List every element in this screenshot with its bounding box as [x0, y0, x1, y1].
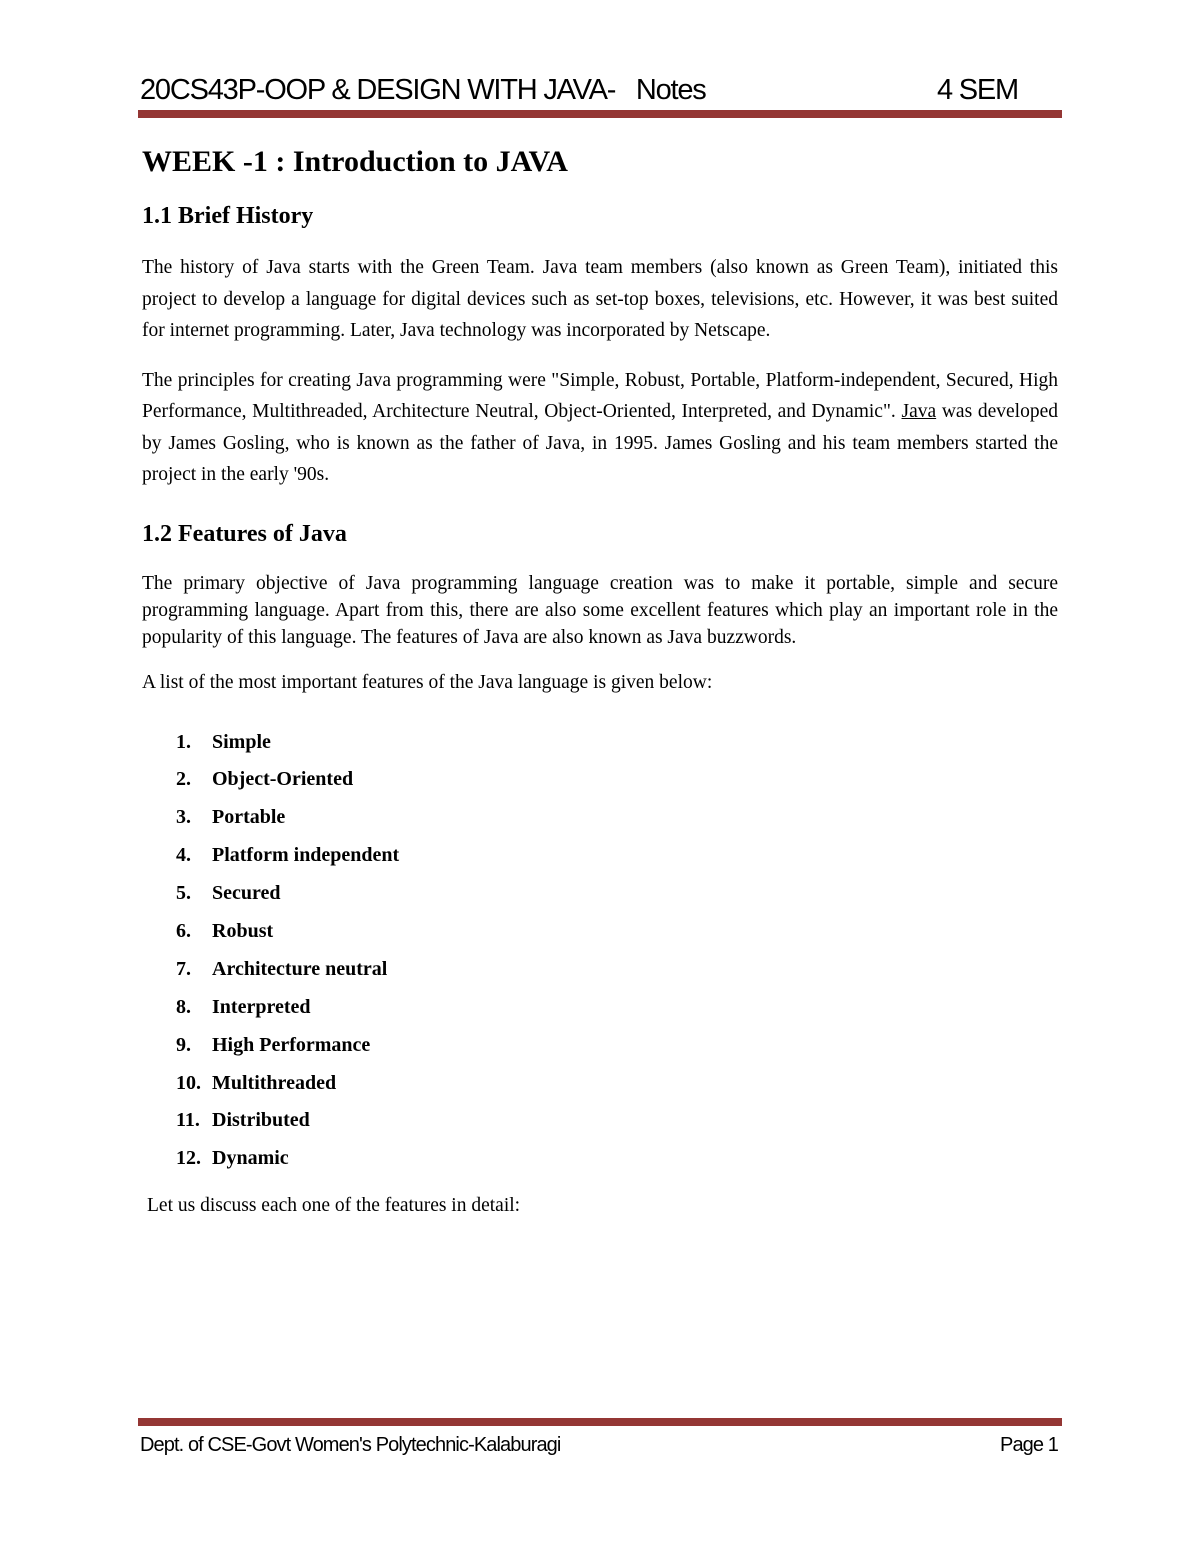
history-paragraph-2-end: was developed by James Gosling, who is known as the father of Java, in 1995. James Gosling and his team members started the project in the early '90s.: [142, 401, 1058, 485]
list-item: [176, 875, 1058, 913]
list-item: [176, 951, 1058, 989]
list-item-label: Robust: [212, 919, 274, 942]
page-footer: [140, 1430, 1060, 1460]
list-item-label: Secured: [212, 882, 281, 905]
list-item: [176, 913, 1058, 951]
list-item: [176, 1065, 1058, 1103]
list-item-label: Distributed: [212, 1109, 310, 1132]
list-item-number: 4.: [176, 844, 191, 867]
week-title: WEEK -1 : Introduction to JAVA: [142, 145, 568, 178]
list-item-number: 2.: [176, 768, 191, 791]
header-semester: 4 SEM: [936, 74, 1018, 106]
java-link[interactable]: Java: [901, 401, 937, 422]
history-paragraph-1: The history of Java starts with the Green Team. Java team members (also known as Green Team), initiated this project to develop a language for digital devices such as set-top boxes, televisions, etc. However, it was best suited for internet programming. Later, Java technology was incorporated by Netscape.: [142, 257, 1058, 341]
list-item: [176, 724, 1058, 762]
footer-page-number: Page 1: [1000, 1434, 1058, 1456]
history-paragraph-2-start: The principles for creating Java programming were "Simple, Robust, Portable, Platform-independent, Secured, High Performance, Multithreaded, Architecture Neutral, Object-Oriented, Interpreted, and Dynamic".: [142, 369, 1058, 422]
section-heading-features: 1.2 Features of Java: [142, 520, 347, 547]
list-item-label: Multithreaded: [212, 1071, 337, 1094]
header-rule: [138, 110, 1062, 118]
list-item-number: 10.: [176, 1071, 201, 1094]
list-item-number: 12.: [176, 1147, 201, 1170]
list-item-number: 9.: [176, 1033, 191, 1056]
features-paragraph-2: A list of the most important features of the Java language is given below:: [142, 671, 713, 693]
list-item: [176, 761, 1058, 799]
list-item: [176, 837, 1058, 875]
list-item-number: 8.: [176, 995, 191, 1018]
list-item-label: Portable: [212, 806, 286, 829]
footer-rule: [138, 1418, 1062, 1426]
list-item-label: Simple: [212, 730, 271, 753]
list-item: [176, 989, 1058, 1027]
list-item-label: High Performance: [212, 1033, 371, 1056]
footer-department: Dept. of CSE-Govt Women's Polytechnic-Kalaburagi: [140, 1434, 561, 1456]
section-heading-history: 1.1 Brief History: [142, 203, 314, 229]
closing-paragraph: Let us discuss each one of the features in detail:: [147, 1195, 521, 1217]
list-item-label: Architecture neutral: [212, 957, 388, 980]
feature-list: [142, 724, 1058, 1179]
features-paragraph-1: The primary objective of Java programming language creation was to make it portable, simple and secure programming language. Apart from this, there are also some excellent features which play an important role in the popularity of this language. The features of Java are also known as Java buzzwords.: [142, 572, 1058, 648]
list-item: [176, 1140, 1058, 1178]
list-item-number: 7.: [176, 957, 191, 980]
page-header: [140, 70, 1060, 110]
list-item-number: 6.: [176, 919, 191, 942]
page-content: [142, 140, 1058, 1219]
header-title: 20CS43P-OOP & DESIGN WITH JAVA- Notes: [140, 74, 706, 106]
list-item-label: Interpreted: [212, 995, 311, 1018]
list-item: [176, 1102, 1058, 1140]
list-item-number: 11.: [176, 1109, 200, 1132]
list-item-label: Dynamic: [212, 1147, 289, 1170]
list-item-number: 5.: [176, 882, 191, 905]
list-item: [176, 1027, 1058, 1065]
list-item-label: Platform independent: [212, 844, 400, 867]
list-item-number: 1.: [176, 730, 191, 753]
history-paragraph-2: [142, 365, 1058, 491]
list-item-label: Object-Oriented: [212, 768, 354, 791]
list-item-number: 3.: [176, 806, 191, 829]
list-item: [176, 799, 1058, 837]
